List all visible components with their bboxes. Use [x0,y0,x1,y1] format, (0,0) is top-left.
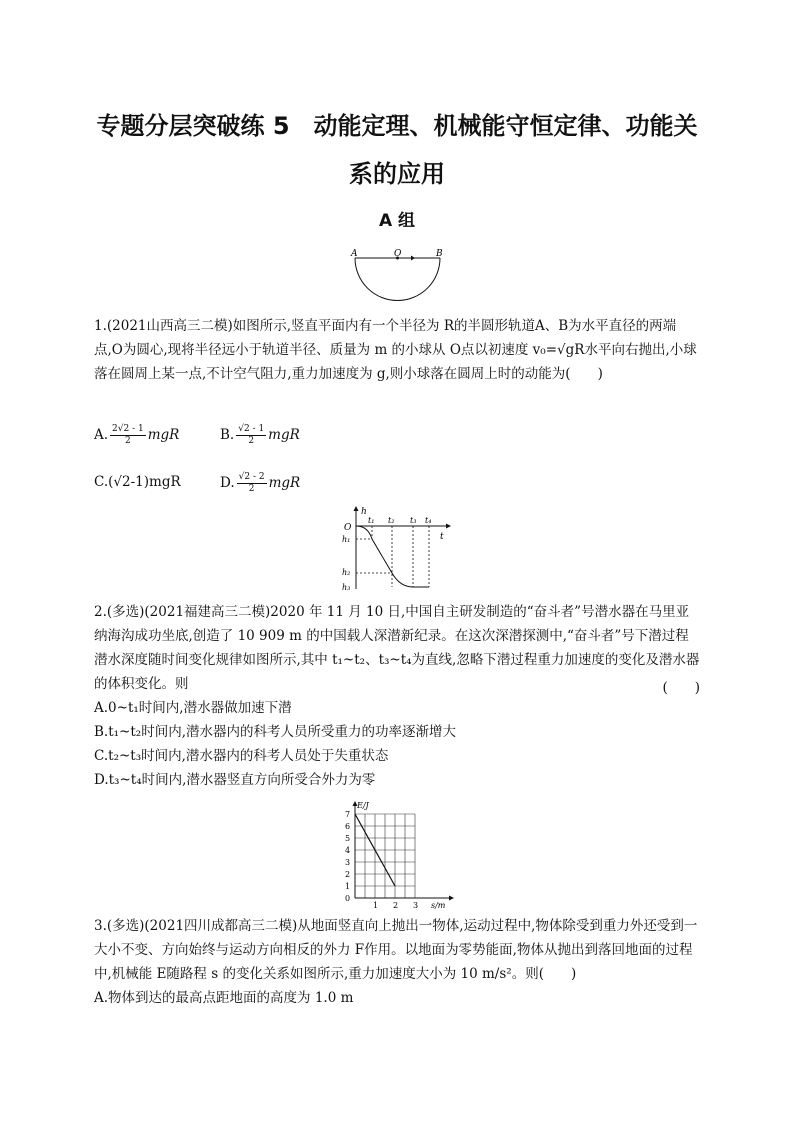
t3-label: t₃ [410,516,417,525]
q1-option-b-tail: mgR [268,427,300,443]
t2-label: t₂ [388,516,395,525]
h2-label: h₂ [342,568,351,577]
h1-label: h₁ [342,535,351,544]
axis-s-label: s/m [431,901,446,910]
page-title: 专题分层突破练 5 动能定理、机械能守恒定律、功能关 [96,112,698,140]
question-2-stem: 2.(多选)(2021福建高三二模)2020 年 11 月 10 日,中国自主研发制造的“奋斗者”号潜水器在马里亚纳海沟成功坐底,创造了 10 909 m 的中国载人深潜新纪录。在这次深潜探测中,“奋斗者”号下潜过程潜水深度随时间变化规律如图所示,其中 t₁~t₂、t₃~t₄为直线,忽略下潜过程重力加速度的变化及潜水器的体积变化。则 [94,604,700,692]
q2-option-b: B.t₁~t₂时间内,潜水器内的科考人员所受重力的功率逐渐增大 [94,724,456,740]
q1-option-d-den: 2 [248,484,255,494]
q2-answer-bracket: ( ) [662,680,700,696]
depth-curve [356,526,429,587]
q1-option-a-frac [110,424,146,447]
q2-option-d: D.t₃~t₄时间内,潜水器竖直方向所受合外力为零 [94,772,376,788]
q1-option-d-letter: D. [220,475,235,491]
q1-option-a-den: 2 [125,436,131,446]
y-tick-label: 2 [345,870,351,879]
q1-option-b [220,424,300,447]
label-a: A [351,249,358,259]
x-tick-label: 3 [413,901,419,910]
chart-grid [355,814,415,898]
y-tick-label: 7 [345,810,351,819]
q1-option-c-text: C.(√2-1)mgR [94,474,181,490]
y-tick-label: 1 [345,882,351,891]
t4-label: t₄ [425,516,432,525]
q1-option-d-num: √2 - 2 [238,472,265,482]
group-heading: A 组 [378,211,416,231]
axis-h-label: h [361,507,367,517]
q3-option-a: A.物体到达的最高点距地面的高度为 1.0 m [94,990,354,1006]
q1-option-d-frac [237,472,267,495]
label-b: B [436,249,443,259]
y-tick-label: 0 [345,894,351,903]
axis-e-label: E/J [357,801,369,810]
question-1-stem: 1.(2021山西高三二模)如图所示,竖直平面内有一个半径为 R的半圆形轨道A、B为水平直径的两端点,O为圆心,现将半径远小于轨道半径、质量为 m 的小球从 O点以初速度 v₀=√gR水平向右抛出,小球落在圆周上某一点,不计空气阻力,重力加速度为 g,则小球落在圆周上时的动能为( ) [94,318,697,382]
label-o: O [394,249,402,259]
page-title-line2: 系的应用 [349,160,445,188]
q2-option-a: A.0~t₁时间内,潜水器做加速下潜 [94,700,292,716]
y-tick-label: 3 [345,858,351,867]
y-tick-label: 4 [345,846,351,855]
h3-label: h₃ [342,583,351,592]
axis-s-arrow [449,896,454,901]
q2-option-c: C.t₂~t₃时间内,潜水器内的科考人员处于失重状态 [94,748,389,764]
figure-energy-chart [335,800,460,910]
q1-option-d [220,472,300,495]
q1-option-b-num: √2 - 1 [238,424,265,434]
q1-option-b-letter: B. [220,427,235,443]
origin-label: O [344,523,352,533]
x-tick-label: 1 [373,901,379,910]
q1-option-b-den: 2 [248,436,255,446]
axis-h-arrow [354,506,359,511]
semicircle-arc [355,258,440,301]
x-tick-label: 2 [393,901,399,910]
y-tick-label: 5 [345,834,351,843]
y-tick-label: 6 [345,822,351,831]
q1-option-c [94,472,181,492]
t1-label: t₁ [368,516,375,525]
q1-option-a [94,424,179,447]
q1-option-a-letter: A. [94,427,109,443]
q1-option-b-frac [236,424,266,447]
question-3-stem: 3.(多选)(2021四川成都高三二模)从地面竖直向上抛出一物体,运动过程中,物体除受到重力外还受到一大小不变、方向始终与运动方向相反的外力 F作用。以地面为零势能面,物体从抛出到落回地面的过程中,机械能 E随路程 s 的变化关系如图所示,重力加速度大小为 10 m/s²。则( ) [94,918,698,982]
velocity-arrowhead [411,256,415,261]
q1-option-a-tail: mgR [147,427,180,443]
q1-option-a-num: 2√2 - 1 [112,424,144,434]
axis-t-label: t [440,532,444,542]
q1-option-d-tail: mgR [268,475,301,491]
figure-depth-time [340,505,455,600]
axis-t-arrow [446,524,451,529]
figure-semicircle [345,244,450,314]
